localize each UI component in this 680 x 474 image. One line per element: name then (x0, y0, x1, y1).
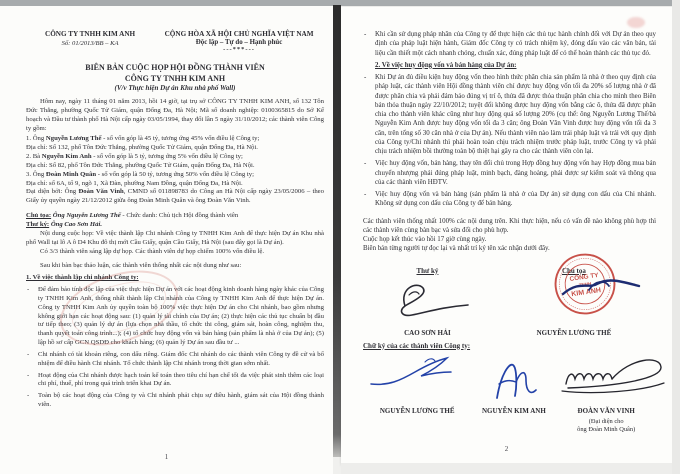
member-detail: - số vốn góp là 50 tỷ, tương ứng 50% vốn điều lệ Công ty; (96, 170, 254, 178)
bullet-item: - Để đảm bảo tính độc lập của việc thực hiện Dự án với các hoạt động kinh doanh hàng ngày khác của Công ty TNHH Kim Anh, thống nhất thành lập Chi nhánh của Công ty TNHH Kim Anh để thực hiện Dự án. Công ty TNHH Kim Anh ủy quyền toàn bộ 100% việc thực hiện Dự án cho Chi nhánh, bao gồm nhưng không giới hạn các hoạt động sau: (1) quản lý tài chính của Dự án; (2) thực hiện các thủ tục chuẩn bị đầu tư tiếp theo; (3) quản lý dự án (lựa chọn nhà thầu, tổ chức thi công, giám sát, hoàn công, nghiệm thu, thanh quyết toán công trình...); (4) tổ chức huy động vốn và bán hàng (sản phẩm là nhà ở của Dự án); (5) lập hồ sơ cấp GCN QSDĐ cho khách hàng; (6) quản lý Dự án sau đầu tư ... (26, 286, 324, 348)
intro-paragraph: Hôm nay, ngày 11 tháng 01 năm 2013, hồi 14 giờ, tại trụ sở CÔNG TY TNHH KIM ANH, số 132 Tôn Đức Thắng, phường Quốc Tử Giám, quận Đống Đa, Hà Nội; Mã số doanh nghiệp: 0100365815 do Sở Kế hoạch và Đầu tư thành phố Hà Nội cấp ngày 03/05/1994, thay đổi lần 5 ngày 31/10/2012; các thành viên Công ty gồm: (26, 98, 324, 132)
member-sign-name: NGUYỄN LƯƠNG THẾ (379, 406, 455, 415)
bullet-item: - Việc huy động vốn, bán hàng, thay tên đổi chủ trong Hợp đồng huy động vốn hay Hợp đồng mua bán chuyển nhượng phải đúng pháp luật, minh bạch, đàng hoàng, phải được sự kiểm soát và thông qua của các thành viên HĐTV. (363, 159, 656, 187)
member-signature-2 (487, 358, 541, 404)
section2-heading: 2. Về việc huy động vốn và bán hàng của Dự án: (375, 61, 517, 69)
member-detail: - số vốn góp là 5 tỷ, tương ứng 5% vốn điều lệ Công ty; (91, 153, 243, 161)
member-item (26, 135, 324, 153)
chairman-name: Ông Nguyễn Lương Thế (51, 212, 121, 220)
chairman-signature (559, 272, 645, 302)
bullet-item: - Khi Dự án đủ điều kiện huy động vốn theo hình thức phân chia sản phẩm là nhà ở theo quy định của pháp luật, các thành viên Hội đồng thành viên chỉ được huy động vốn tối đa 20% số lượng nhà ở đã được phân chia và phải đảm bảo đúng vị trí ô, thửa đã được thỏa thuận phân chia cho mình theo Biên bản thỏa thuận ngày 22/10/2012; tuyệt đối không được huy động vốn bằng các ô, thửa đã được phân chia cho thành viên khác cũng như huy động quá số lượng 20% (cụ thể: ông Nguyễn Lương Thế/bà Nguyễn Kim Anh được huy động vốn tối đa 3 căn; ông Đoàn Văn Vinh được huy động vốn tối đa 3 căn, trên tổng số 30 căn nhà ở của Dự án). Nếu thành viên nào làm trái pháp luật và trái với quy định của Công ty/Chi nhánh thì phải hoàn toàn chịu trách nhiệm trước pháp luật, trước Công ty và phải chịu trách nhiệm bồi thường toàn bộ thiệt hại gây ra cho các thành viên còn lại. (363, 73, 656, 156)
chairman-sign-name: NGUYỄN LƯƠNG THẾ (536, 328, 612, 337)
member-item (26, 153, 324, 171)
bullet-item: - Việc huy động vốn và bán hàng (sản phẩm là nhà ở của Dự án) sử dụng con dấu của Chi nhánh. Không sử dụng con dấu của Công ty để bán hàng. (363, 190, 656, 209)
member-item (26, 171, 324, 189)
title-line2: CÔNG TY TNHH KIM ANH (124, 74, 226, 83)
attendance-line: Có 3/3 thành viên sáng lập dự họp. Các thành viên dự họp chiếm 100% vốn điều lệ. (40, 247, 264, 255)
member-name: Nguyễn Kim Anh (41, 153, 92, 161)
rep-prefix: Đại diện bởi: Ông (26, 188, 79, 196)
bullet-item: - Khi cần sử dụng pháp nhân của Công ty để thực hiện các thủ tục hành chính đối với Dự án theo quy định của pháp luật hiện hành, Giám đốc Công ty có trách nhiệm ký, đóng dấu vào các văn bản, tài liệu cần thiết một cách nhanh chóng, chuẩn xác, đúng pháp luật để có thể hoàn thành các thủ tục đó. (363, 30, 656, 58)
rep-note: ông Đoàn Minh Quân) (577, 425, 636, 433)
svg-text:TNHH: TNHH (578, 280, 592, 288)
scan-edge-right (672, 0, 680, 474)
page2-number: 2 (504, 445, 509, 453)
member-signature-1 (367, 352, 467, 392)
rep-name: Đoàn Văn Vinh (78, 188, 124, 196)
secretary-label: Thư ký: (26, 220, 50, 228)
chairman-sign-label: Chủ tọa (561, 266, 586, 275)
secretary-name: Ông Cao Sơn Hải. (49, 220, 102, 228)
representative-line (26, 188, 324, 206)
bullet-item: - Toàn bộ các hoạt động của Công ty và Chi nhánh phải chịu sự điều hành, giám sát của Hội đồng thành viên. (26, 392, 324, 410)
members-signature-label: Chữ ký của các thành viên Công ty: (363, 341, 471, 350)
motto-divider: ---***--- (223, 46, 255, 53)
secretary-line (26, 221, 324, 230)
member-signature-3 (556, 352, 666, 396)
agenda-paragraph: Nội dung cuộc họp: Về việc thành lập Chi nhánh Công ty TNHH Kim Anh để thực hiện Dự án Khu nhà phố Wall tại lô A ô D4 Khu đô thị mới Cầu Giấy, quận Cầu Giấy, Hà Nội (sau đây gọi là Dự án). (26, 229, 324, 246)
svg-text:KIM ANH: KIM ANH (570, 286, 602, 298)
page1-number: 1 (164, 453, 169, 461)
document-title (26, 63, 324, 92)
member-name: Nguyễn Lương Thế (45, 135, 102, 143)
closing-paragraph: Cuộc họp kết thúc vào hồi 17 giờ cùng ngày. (363, 236, 487, 243)
member-prefix: 3. Ông (26, 170, 46, 178)
chairman-title: - Chức danh: Chủ tịch Hội đồng thành viên (120, 212, 239, 220)
member-name: Đoàn Minh Quân (45, 170, 97, 178)
page-spine-shadow (333, 5, 341, 457)
signature-zone (363, 260, 656, 434)
member-address: Địa chỉ: Số 132, phố Tôn Đức Thắng, phường Quốc Tử Giám, quận Đống Đa, Hà Nội. (26, 144, 258, 152)
national-motto-line1: CỘNG HÒA XÃ HỘI CHỦ NGHĨA VIỆT NAM (164, 30, 314, 38)
member-prefix: 1. Ông (26, 135, 46, 143)
title-subject: (V/v Thực hiện Dự án Khu nhà phố Wall) (114, 84, 236, 92)
secretary-signature (383, 278, 471, 320)
secretary-sign-name: CAO SƠN HẢI (404, 328, 451, 337)
page-2 (341, 7, 672, 463)
title-line1: BIÊN BẢN CUỘC HỌP HỘI ĐỒNG THÀNH VIÊN (85, 63, 265, 72)
member-address: Địa chỉ: số 6A, tổ 9, ngõ 1, Xã Đàn, phường Nam Đồng, quận Đống Đa, Hà Nội. (26, 179, 243, 187)
closing-paragraph: Biên bản từng người tự đọc lại và nhất trí ký tên xác nhận dưới đây. (363, 245, 550, 253)
page-1 (0, 6, 333, 474)
member-sign-name: NGUYỄN KIM ANH (482, 406, 546, 415)
member-prefix: 2. Bà (26, 153, 42, 161)
rep-note: (Đại diện cho (588, 417, 624, 425)
member-address: Địa chỉ: Số 82, phố Tôn Đức Thắng, phường Quốc Tử Giám, quận Đống Đa, Hà Nội. (26, 161, 255, 169)
chairman-line (26, 212, 324, 221)
secretary-sign-label: Thư ký (416, 266, 439, 275)
org-name: CÔNG TY TNHH KIM ANH (45, 30, 136, 38)
bullet-item: - Chi nhánh có tài khoản riêng, con dấu riêng. Giám đốc Chi nhánh do các thành viên Công ty đề cử và bổ nhiệm để điều hành Chi nhánh. Tổ chức thành lập Chi nhánh trong thời gian sớm nhất. (26, 351, 324, 369)
bullet-item: - Hoạt động của Chi nhánh được hạch toán kế toán theo tiêu chí hạn chế tối đa việc phát sinh thêm các loại chi phí, thuế, phí trong quá trình triển khai Dự án. (26, 372, 324, 390)
national-motto-line2: Độc lập – Tự do – Hạnh phúc (195, 39, 283, 46)
closing-paragraph: Các thành viên thống nhất 100% các nội dung trên. Khi thực hiện, nếu có vấn đề nào không phù hợp thì các thành viên cùng bàn bạc và sửa đổi cho phù hợp. (363, 217, 656, 234)
member-sign-name: ĐOÀN VĂN VINH (577, 406, 635, 415)
rep-detail: , CMND số 011898783 do Công an Hà Nội cấp ngày 23/05/2006 – theo Giấy ủy quyền ngày 21/12/2012 giữa ông Đoàn Minh Quân và ông Đoàn Văn Vinh. (26, 188, 324, 205)
pink-smudge (627, 17, 645, 28)
doc-number: Số: 01/2013/BB – KA (61, 40, 119, 47)
chairman-label: Chủ tọa: (26, 212, 52, 220)
scan-edge-bottom (341, 463, 672, 474)
page1-header (26, 30, 324, 53)
svg-text:CÔNG TY: CÔNG TY (569, 271, 599, 283)
agreement-intro: Sau khi bàn bạc thảo luận, các thành viên thống nhất các nội dung như sau: (40, 262, 242, 270)
member-detail: - số vốn góp là 45 tỷ, tương ứng 45% vốn điều lệ Công ty; (101, 135, 260, 143)
section1-heading: 1. Về việc thành lập chi nhánh Công ty: (26, 274, 139, 282)
